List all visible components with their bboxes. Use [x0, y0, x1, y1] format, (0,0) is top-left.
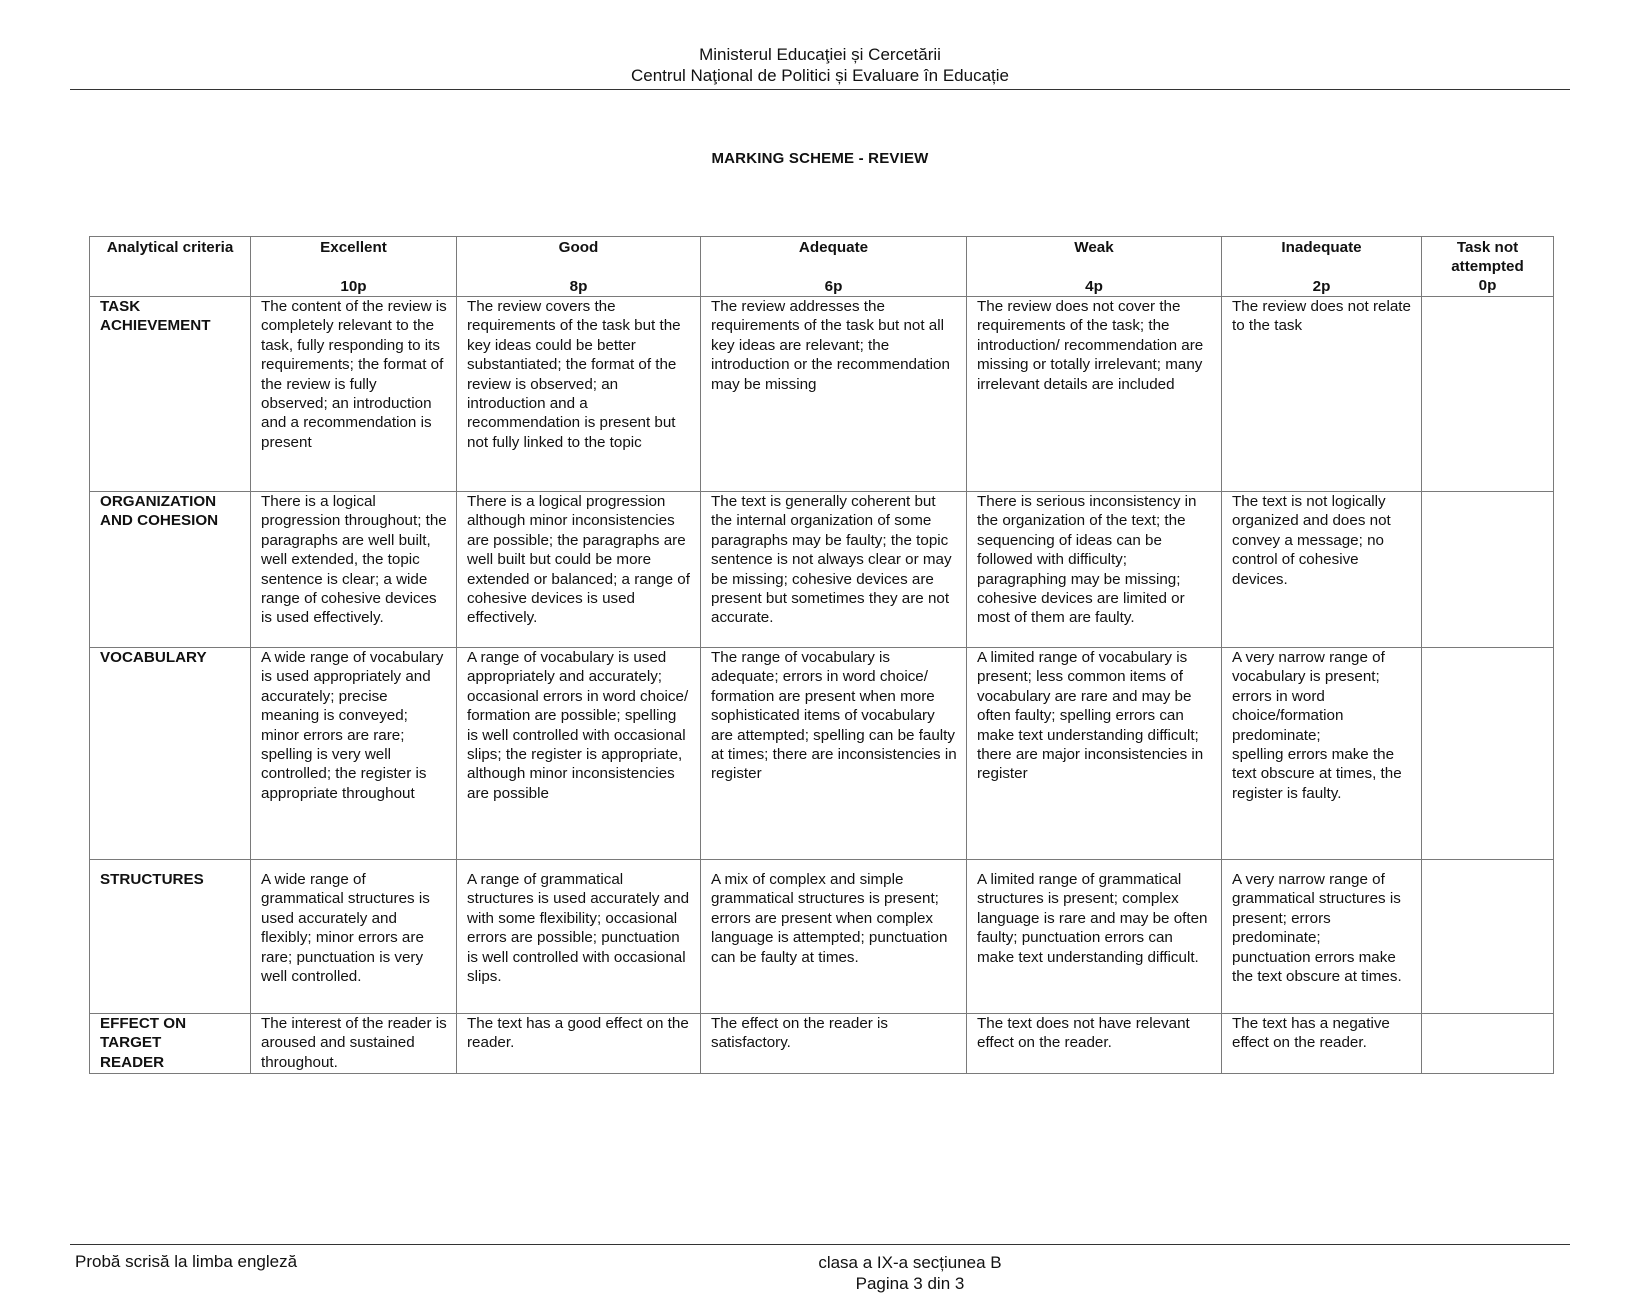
column-header — [90, 237, 251, 297]
descriptor-cell: There is a logical progression throughout; the paragraphs are well built, well extended, the topic sentence is clear; a wide range of cohesive devices is used effectively. — [251, 492, 457, 648]
header-center: Centrul Naţional de Politici și Evaluare în Educație — [631, 66, 1009, 85]
marking-scheme-table — [89, 236, 1554, 1074]
table-row — [90, 297, 1554, 492]
criterion-cell: STRUCTURES — [90, 860, 251, 1014]
descriptor-cell: A very narrow range of vocabulary is present; errors in word choice/formation predominate; spelling errors make the text obscure at times, the register is faulty. — [1222, 648, 1422, 860]
descriptor-cell: The review covers the requirements of the task but the key ideas could be better substantiated; the format of the review is observed; an introduction and a recommendation is present but not fully linked to the topic — [457, 297, 701, 492]
column-points: 2p — [1312, 277, 1331, 295]
column-name: Analytical criteria — [106, 239, 234, 256]
column-header — [251, 237, 457, 297]
descriptor-cell: A very narrow range of grammatical structures is present; errors predominate; punctuation errors make the text obscure at times. — [1222, 860, 1422, 1014]
column-points: 4p — [1085, 277, 1103, 295]
descriptor-cell: There is a logical progression although minor inconsistencies are possible; the paragraphs are well built but could be more extended or balanced; a range of cohesive devices is used effectively. — [457, 492, 701, 648]
criterion-cell: VOCABULARY — [90, 648, 251, 860]
column-points: 8p — [569, 277, 588, 295]
table-row — [90, 860, 1554, 1014]
column-header — [457, 237, 701, 297]
document-header — [70, 44, 1570, 86]
header-ministry: Ministerul Educaţiei și Cercetării — [699, 45, 941, 64]
descriptor-cell: A wide range of grammatical structures is used accurately and flexibly; minor errors are rare; punctuation is very well controlled. — [251, 860, 457, 1014]
descriptor-cell — [1422, 1014, 1554, 1074]
descriptor-cell: The text has a good effect on the reader. — [457, 1014, 701, 1074]
descriptor-cell: The interest of the reader is aroused and sustained throughout. — [251, 1014, 457, 1074]
descriptor-cell: A mix of complex and simple grammatical structures is present; errors are present when complex language is attempted; punctuation can be faulty at times. — [701, 860, 967, 1014]
footer-class-page — [760, 1252, 1060, 1294]
descriptor-cell — [1422, 648, 1554, 860]
column-name: Inadequate — [1281, 239, 1362, 256]
table-row — [90, 1014, 1554, 1074]
descriptor-cell: The content of the review is completely relevant to the task, fully responding to its requirements; the format of the review is fully observed; an introduction and a recommendation is present — [251, 297, 457, 492]
descriptor-cell: A wide range of vocabulary is used appropriately and accurately; precise meaning is conveyed; minor errors are rare; spelling is very well controlled; the register is appropriate throughout — [251, 648, 457, 860]
descriptor-cell: A range of grammatical structures is used accurately and with some flexibility; occasional errors are possible; punctuation is well controlled with occasional slips. — [457, 860, 701, 1014]
footer-class: clasa a IX-a secțiunea B — [818, 1253, 1002, 1272]
table-row — [90, 492, 1554, 648]
descriptor-cell — [1422, 492, 1554, 648]
column-points: 10p — [340, 277, 367, 295]
criterion-cell: EFFECT ON TARGET READER — [90, 1014, 251, 1074]
column-name: Weak — [1074, 239, 1114, 256]
descriptor-cell: The review does not relate to the task — [1222, 297, 1422, 492]
column-name: Good — [558, 239, 599, 256]
header-rule — [70, 89, 1570, 90]
column-header — [967, 237, 1222, 297]
page-title: MARKING SCHEME - REVIEW — [711, 150, 929, 167]
descriptor-cell — [1422, 860, 1554, 1014]
criterion-cell: TASK ACHIEVEMENT — [90, 297, 251, 492]
footer-exam-name: Probă scrisă la limba engleză — [75, 1252, 298, 1271]
table-header-row — [90, 237, 1554, 297]
descriptor-cell: A limited range of grammatical structures is present; complex language is rare and may be often faulty; punctuation errors can make text understanding difficult. — [967, 860, 1222, 1014]
table-row — [90, 648, 1554, 860]
descriptor-cell: A limited range of vocabulary is present; less common items of vocabulary are rare and may be often faulty; spelling errors can make text understanding difficult; there are major inconsistencies in register — [967, 648, 1222, 860]
descriptor-cell: The review addresses the requirements of the task but not all key ideas are relevant; the introduction or the recommendation may be missing — [701, 297, 967, 492]
descriptor-cell: The text is not logically organized and does not convey a message; no control of cohesive devices. — [1222, 492, 1422, 648]
column-points: 0p — [1478, 277, 1497, 294]
column-name: Excellent — [320, 239, 387, 256]
descriptor-cell: The range of vocabulary is adequate; errors in word choice/ formation are present when more sophisticated items of vocabulary are attempted; spelling can be faulty at times; there are inconsistencies in register — [701, 648, 967, 860]
descriptor-cell: The text does not have relevant effect on the reader. — [967, 1014, 1222, 1074]
descriptor-cell: There is serious inconsistency in the organization of the text; the sequencing of ideas can be followed with difficulty; paragraphing may be missing; cohesive devices are limited or most of them are faulty. — [967, 492, 1222, 648]
footer-page-number: Pagina 3 din 3 — [855, 1274, 965, 1293]
criterion-cell: ORGANIZATION AND COHESION — [90, 492, 251, 648]
descriptor-cell — [1422, 297, 1554, 492]
column-header — [1222, 237, 1422, 297]
column-header — [1422, 237, 1554, 297]
column-header — [701, 237, 967, 297]
descriptor-cell: The text is generally coherent but the internal organization of some paragraphs may be faulty; the topic sentence is not always clear or may be missing; cohesive devices are present but sometimes they are not accurate. — [701, 492, 967, 648]
descriptor-cell: The effect on the reader is satisfactory. — [701, 1014, 967, 1074]
column-points: 6p — [824, 277, 843, 295]
descriptor-cell: The review does not cover the requirements of the task; the introduction/ recommendation are missing or totally irrelevant; many irrelevant details are included — [967, 297, 1222, 492]
descriptor-cell: The text has a negative effect on the reader. — [1222, 1014, 1422, 1074]
column-name: Task not attempted — [1451, 239, 1524, 275]
column-name: Adequate — [798, 239, 869, 256]
descriptor-cell: A range of vocabulary is used appropriately and accurately; occasional errors in word choice/ formation are possible; spelling is well controlled with occasional slips; the register is appropriate, although minor inconsistencies are possible — [457, 648, 701, 860]
footer-rule — [70, 1244, 1570, 1245]
